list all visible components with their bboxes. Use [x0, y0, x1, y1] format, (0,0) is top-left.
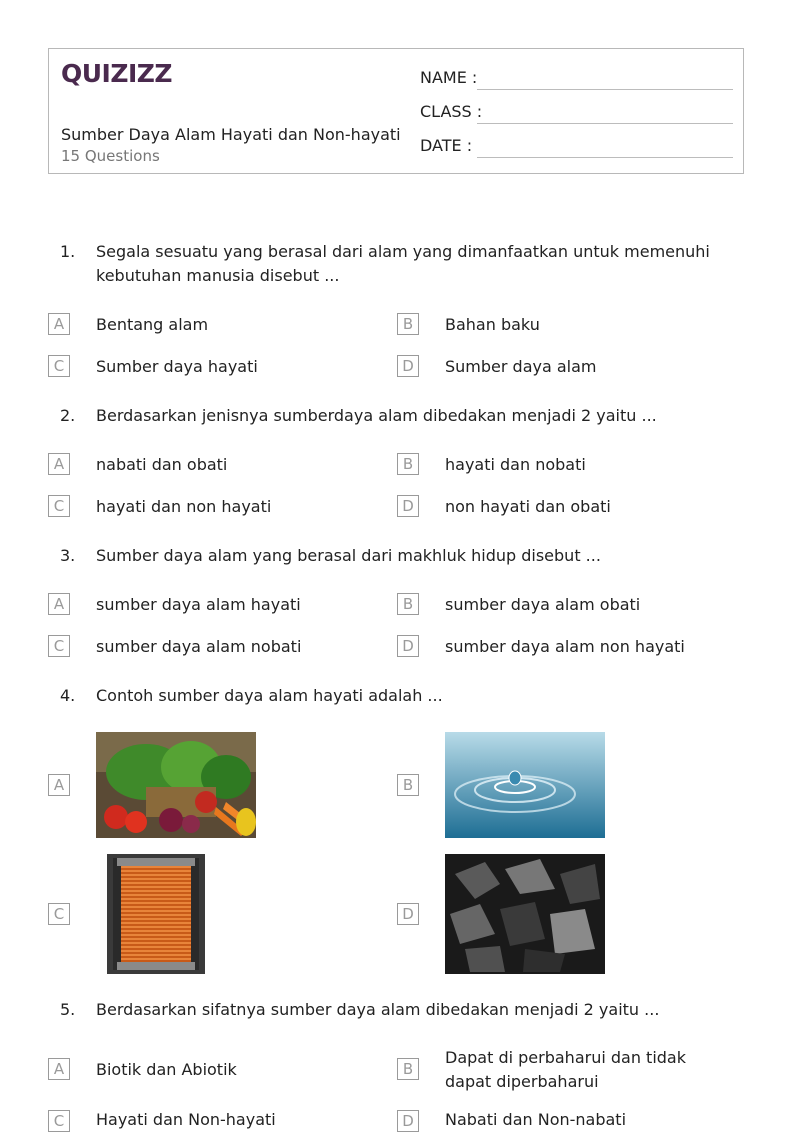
name-label: NAME :	[420, 68, 478, 87]
question-4-number: 4.	[60, 686, 76, 705]
question-3-number: 3.	[60, 546, 76, 565]
date-label: DATE :	[420, 136, 473, 155]
water-drop-photo	[445, 732, 605, 838]
question-count: 15 Questions	[61, 147, 160, 165]
option-5a-text: Biotik dan Abiotik	[96, 1060, 237, 1079]
class-label: CLASS :	[420, 102, 483, 121]
option-3b-box: B	[397, 593, 419, 615]
option-2a-text: nabati dan obati	[96, 455, 228, 474]
class-line	[477, 123, 733, 124]
option-2a-box: A	[48, 453, 70, 475]
option-5c-text: Hayati dan Non-hayati	[96, 1110, 276, 1129]
option-4b-box: B	[397, 774, 419, 796]
worksheet-header	[48, 48, 744, 174]
option-2c-box: C	[48, 495, 70, 517]
option-1b-box: B	[397, 313, 419, 335]
option-3c-box: C	[48, 635, 70, 657]
question-2-number: 2.	[60, 406, 76, 425]
question-3-text: Sumber daya alam yang berasal dari makhluk hidup disebut ...	[96, 546, 601, 565]
worksheet-title: Sumber Daya Alam Hayati dan Non-hayati	[61, 125, 401, 144]
option-3d-box: D	[397, 635, 419, 657]
option-5d-text: Nabati dan Non-nabati	[445, 1110, 627, 1129]
option-1c-text: Sumber daya hayati	[96, 357, 258, 376]
question-4-text: Contoh sumber daya alam hayati adalah ...	[96, 686, 443, 705]
vegetables-photo	[96, 732, 256, 838]
quizizz-logo: QUIZIZZ	[61, 59, 173, 88]
date-line	[477, 157, 733, 158]
option-3b-text: sumber daya alam obati	[445, 595, 641, 614]
option-1d-box: D	[397, 355, 419, 377]
option-2b-text: hayati dan nobati	[445, 455, 586, 474]
question-1-number: 1.	[60, 242, 76, 261]
option-4c-box: C	[48, 903, 70, 925]
question-2-text: Berdasarkan jenisnya sumberdaya alam dibedakan menjadi 2 yaitu ...	[96, 406, 657, 425]
question-5-number: 5.	[60, 1000, 76, 1019]
option-3a-text: sumber daya alam hayati	[96, 595, 301, 614]
option-5b-text: Dapat di perbaharui dan tidak dapat diperbaharui	[445, 1048, 686, 1091]
coal-photo	[445, 854, 605, 974]
option-2d-box: D	[397, 495, 419, 517]
option-2d-text: non hayati dan obati	[445, 497, 611, 516]
question-1-text: Segala sesuatu yang berasal dari alam yang dimanfaatkan untuk memenuhi kebutuhan manusia disebut ...	[96, 242, 710, 285]
option-5c-box: C	[48, 1110, 70, 1132]
option-2b-box: B	[397, 453, 419, 475]
option-3a-box: A	[48, 593, 70, 615]
option-2c-text: hayati dan non hayati	[96, 497, 272, 516]
option-5d-box: D	[397, 1110, 419, 1132]
option-1c-box: C	[48, 355, 70, 377]
option-1d-text: Sumber daya alam	[445, 357, 597, 376]
name-line	[477, 89, 733, 90]
question-5-text: Berdasarkan sifatnya sumber daya alam dibedakan menjadi 2 yaitu ...	[96, 1000, 660, 1019]
copper-wire-spool-photo	[107, 854, 205, 974]
option-5b-box: B	[397, 1058, 419, 1080]
option-4a-box: A	[48, 774, 70, 796]
option-3d-text: sumber daya alam non hayati	[445, 637, 685, 656]
option-4d-box: D	[397, 903, 419, 925]
option-1a-text: Bentang alam	[96, 315, 209, 334]
option-1b-text: Bahan baku	[445, 315, 540, 334]
option-3c-text: sumber daya alam nobati	[96, 637, 302, 656]
option-1a-box: A	[48, 313, 70, 335]
option-5a-box: A	[48, 1058, 70, 1080]
